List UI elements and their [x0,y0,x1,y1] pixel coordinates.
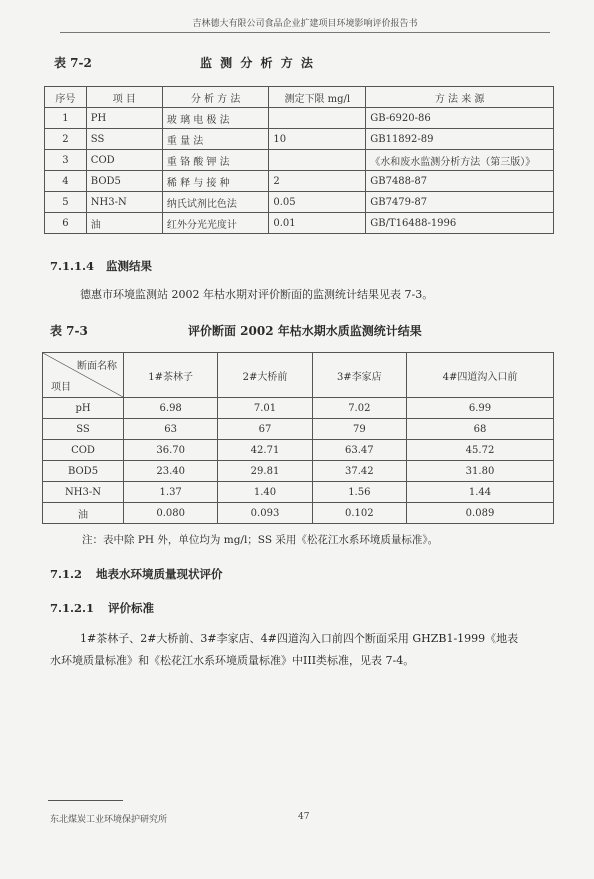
table-cell: 红外分光光度计 [162,213,268,234]
running-header: 吉林德大有限公司食品企业扩建项目环境影响评价报告书 [60,16,550,33]
table-cell: 23.40 [124,461,218,482]
row-label: BOD5 [43,461,124,482]
table-cell: 7.02 [312,398,406,419]
table-row [43,503,554,524]
table-cell: 79 [312,419,406,440]
table-cell: 0.093 [218,503,312,524]
table-cell: GB11892-89 [366,129,554,150]
table-cell: 2 [269,171,366,192]
table-cell: 2 [45,129,87,150]
table-cell: 6 [45,213,87,234]
table-cell: 29.81 [218,461,312,482]
table-cell: NH3-N [86,192,162,213]
table-cell [269,108,366,129]
section-number: 7.1.2 [50,567,83,581]
table-cell: 45.72 [406,440,553,461]
table-7-3-label: 表 7-3 [50,324,88,338]
table-cell: 68 [406,419,553,440]
table-cell: 4 [45,171,87,192]
column-header: 4#四道沟入口前 [406,353,553,398]
table-header-row [43,353,554,398]
table-cell: 重 铬 酸 钾 法 [162,150,268,171]
section-heading-7-1-2-1 [50,600,154,616]
paragraph-line: 水环境质量标准》和《松花江水系环境质量标准》中III类标准，见表 7-4。 [50,654,415,667]
footer-org: 东北煤炭工业环境保护研究所 [50,815,168,825]
table-cell: 0.080 [124,503,218,524]
row-label: 油 [43,503,124,524]
section-number: 7.1.1.4 [50,259,95,273]
paragraph-line: 1#茶林子、2#大桥前、3#李家店、4#四道沟入口前四个断面采用 GHZB1-1999《地表 [80,632,519,645]
column-header: 3#李家店 [312,353,406,398]
column-header: 序号 [45,87,87,108]
table-header-row [45,87,554,108]
section-title: 监测结果 [106,259,153,273]
table-cell: 1.37 [124,482,218,503]
table-7-3-title: 评价断面 2002 年枯水期水质监测统计结果 [188,324,422,338]
page-number: 47 [298,812,310,822]
table-cell: 0.05 [269,192,366,213]
paragraph: 德惠市环境监测站 2002 年枯水期对评价断面的监测统计结果见表 7-3。 [80,288,434,301]
footer-rule [48,800,123,801]
diagonal-header-cell [43,353,124,398]
table-cell: 7.01 [218,398,312,419]
table-row [45,129,554,150]
table-cell: 纳氏试剂比色法 [162,192,268,213]
row-label: pH [43,398,124,419]
table-note: 注：表中除 PH 外，单位均为 mg/l；SS 采用《松花江水系环境质量标准》。 [82,534,439,546]
table-7-2 [44,86,554,234]
table-cell: 重 量 法 [162,129,268,150]
table-cell: 36.70 [124,440,218,461]
section-heading-7-1-2 [50,566,223,582]
table-row [45,108,554,129]
table-cell: 0.089 [406,503,553,524]
table-cell: 31.80 [406,461,553,482]
table-row [43,440,554,461]
table-row [45,171,554,192]
table-cell: 42.71 [218,440,312,461]
column-header: 测定下限 mg/l [269,87,366,108]
table-cell: GB7488-87 [366,171,554,192]
row-label: NH3-N [43,482,124,503]
table-cell: 10 [269,129,366,150]
table-7-2-title: 监 测 分 析 方 法 [200,56,315,70]
table-cell: 63 [124,419,218,440]
table-cell: 5 [45,192,87,213]
table-7-3 [42,352,554,524]
table-7-2-label: 表 7-2 [54,56,92,70]
table-cell: 1.40 [218,482,312,503]
table-cell: 0.01 [269,213,366,234]
table-cell [269,150,366,171]
table-row [43,398,554,419]
table-row [43,482,554,503]
table-cell: 37.42 [312,461,406,482]
column-header: 方 法 来 源 [366,87,554,108]
table-row [45,213,554,234]
column-header: 1#茶林子 [124,353,218,398]
table-cell: COD [86,150,162,171]
section-number: 7.1.2.1 [50,601,95,615]
table-cell: PH [86,108,162,129]
table-row [43,461,554,482]
column-header: 分 析 方 法 [162,87,268,108]
table-cell: 《水和废水监测分析方法（第三版）》 [366,150,554,171]
table-cell: 6.99 [406,398,553,419]
table-cell: 6.98 [124,398,218,419]
row-label: COD [43,440,124,461]
table-cell: 稀 释 与 接 种 [162,171,268,192]
corner-label-section: 断面名称 [77,361,117,372]
table-cell: GB-6920-86 [366,108,554,129]
column-header: 项 目 [86,87,162,108]
table-row [43,419,554,440]
table-row [45,150,554,171]
table-cell: SS [86,129,162,150]
section-title: 地表水环境质量现状评价 [96,567,223,581]
section-heading-7-1-1-4 [50,258,152,274]
table-cell: 油 [86,213,162,234]
table-cell: 63.47 [312,440,406,461]
table-cell: GB/T16488-1996 [366,213,554,234]
section-title: 评价标准 [108,601,155,615]
table-cell: 1.56 [312,482,406,503]
column-header: 2#大桥前 [218,353,312,398]
table-cell: 67 [218,419,312,440]
row-label: SS [43,419,124,440]
table-cell: GB7479-87 [366,192,554,213]
table-cell: 3 [45,150,87,171]
table-cell: 玻 璃 电 极 法 [162,108,268,129]
table-cell: 1.44 [406,482,553,503]
corner-label-item: 项目 [51,382,71,393]
table-cell: BOD5 [86,171,162,192]
table-cell: 1 [45,108,87,129]
table-cell: 0.102 [312,503,406,524]
table-row [45,192,554,213]
